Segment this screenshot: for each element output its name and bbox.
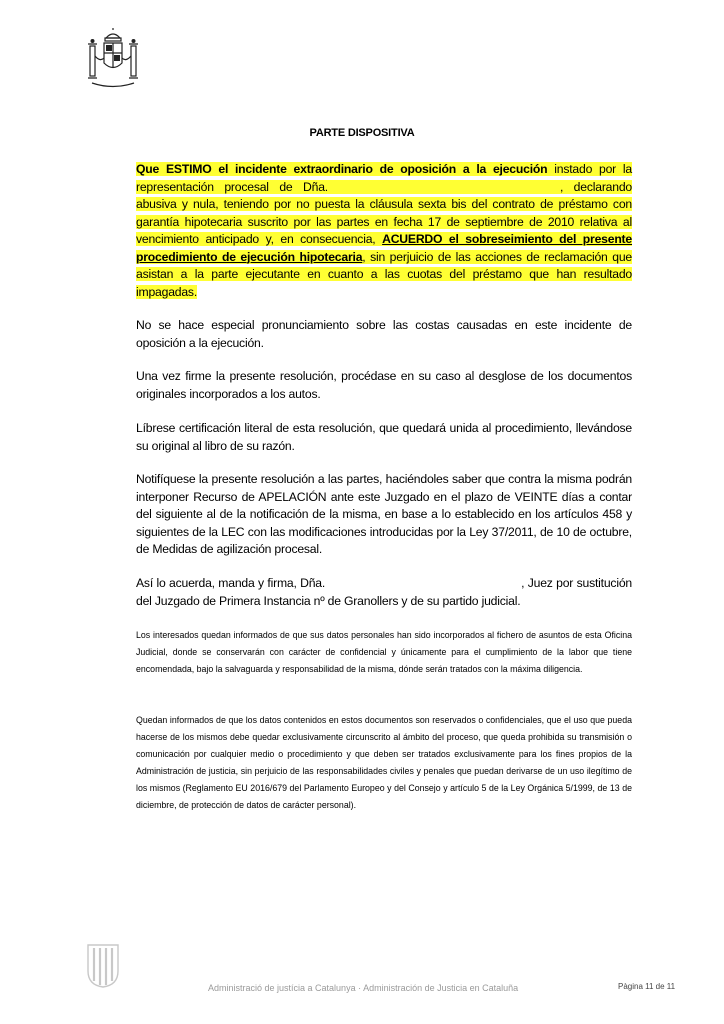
ruling-text-1: instado por la representación procesal de Dña. (136, 162, 632, 194)
paragraph-ruling (136, 161, 632, 301)
signature-text-a: Así lo acuerda, manda y firma, Dña. (136, 576, 326, 590)
coat-of-arms-icon (84, 28, 142, 90)
data-protection-notice-1: Los interesados quedan informados de que sus datos personales han sido incorporados al fichero de asuntos de esta Oficina Judicial, donde se conservarán con carácter de confidencial y únicamente para el cumplimiento de la labor que tiene encomendada, bajo la salvaguarda y responsabilidad de la misma, dónde serán tratados con la máxima diligencia. (136, 630, 632, 674)
ruling-bold-2: ACUERDO el sobreseimiento del presente procedimiento de ejecución hipotecaria (136, 232, 632, 264)
signature-text-b: , Juez por sustitución del Juzgado de Primera Instancia nº de Granollers y de su partido judicial. (136, 576, 632, 608)
page-number: Pàgina 11 de 11 (618, 982, 676, 991)
ruling-text-3: , sin perjuicio de las acciones de reclamación que asistan a la parte ejecutante en cuanto a las cuotas del préstamo que han resultado impagadas. (136, 249, 632, 299)
paragraph-certification: Líbrese certificación literal de esta resolución, que quedará unida al procedimiento, llevándose su original al libro de su razón. (136, 421, 632, 453)
ruling-bold-1: Que ESTIMO el incidente extraordinario de oposición a la ejecución (136, 162, 548, 176)
data-protection-notice-2: Quedan informados de que los datos contenidos en estos documentos son reservados o confidenciales, que el uso que pueda hacerse de los mismos debe quedar exclusivamente circunscrito al ámbito del proceso, que queda prohibida su transmisión o comunicación por cualquier medio o procedimiento y que deben ser tratados exclusivamente para los fines propios de la Administración de justicia, sin perjuicio de las responsabilidades civiles y penales que puedan derivarse de un uso ilegítimo de los mismos (Reglamento EU 2016/679 del Parlamento Europeo y del Consejo y artículo 5 de la Ley Orgánica 5/1999, de 13 de diciembre, de protección de datos de carácter personal). (136, 715, 632, 810)
section-title: PARTE DISPOSITIVA (309, 127, 415, 139)
paragraph-signature (136, 575, 632, 610)
paragraph-firmness: Una vez firme la presente resolución, procédase en su caso al desglose de los documentos originales incorporados a los autos. (136, 369, 632, 401)
paragraph-costs: No se hace especial pronunciamiento sobre las costas causadas en este incidente de oposición a la ejecución. (136, 318, 632, 350)
ruling-text-2: , declarando abusiva y nula, teniendo por no puesta la cláusula sexta bis del contrato de préstamo con garantía hipotecaria suscrito por las partes en fecha 17 de septiembre de 2010 relativa al vencimiento anticipado y, en consecuencia, (136, 179, 632, 246)
paragraph-notification: Notifíquese la presente resolución a las partes, haciéndoles saber que contra la misma podrán interponer Recurso de APELACIÓN ante este Juzgado en el plazo de VEINTE días a contar del siguiente al de la notificación de la misma, en base a lo establecido en los artículos 458 y siguientes de la LEC con las modificaciones introducidas por la Ley 37/2011, de 10 de octubre, de Medidas de agilización procesal. (136, 472, 632, 556)
footer-text: Administració de justícia a Catalunya · Administración de Justicia en Cataluña (208, 983, 519, 993)
catalonia-seal-icon (86, 943, 120, 989)
